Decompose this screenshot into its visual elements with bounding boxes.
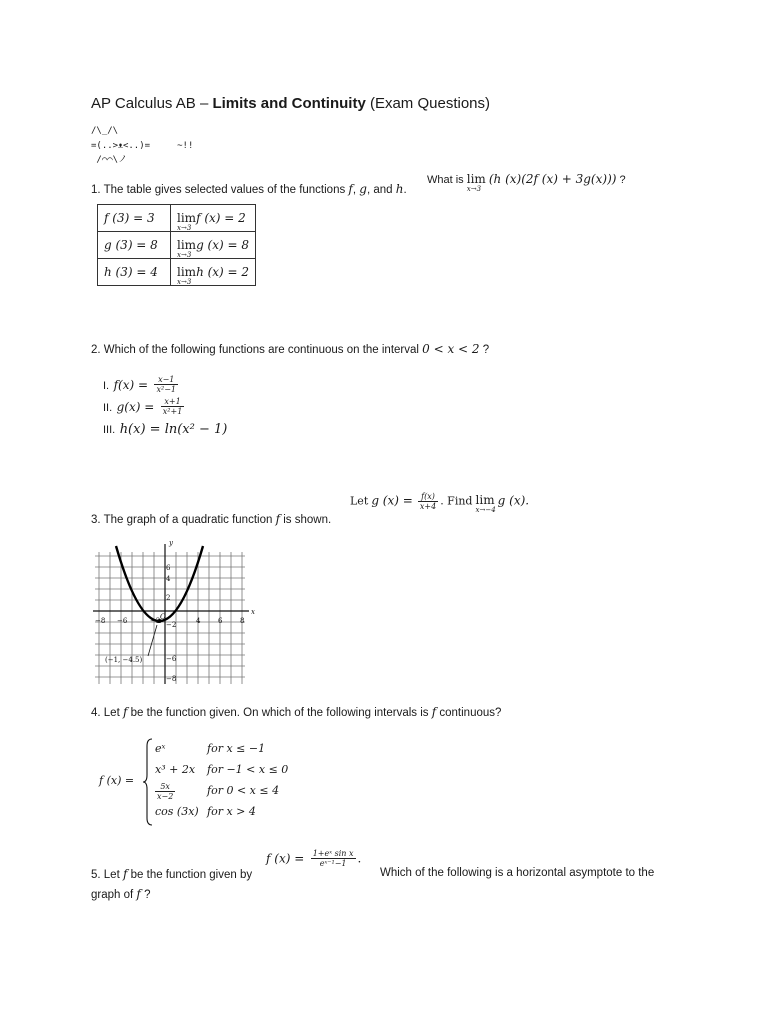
- vertex-label: (−1, −4.5): [105, 656, 143, 664]
- q1-text: 1. The table gives selected values of the functions f, g, and h.: [91, 182, 407, 196]
- q1-limit: lim x→3: [466, 172, 486, 193]
- q5-text-line-1: 5. Let f be the function given by: [91, 867, 253, 881]
- title-suffix: (Exam Questions): [365, 95, 491, 112]
- x-tick-label: −6: [117, 617, 128, 625]
- table-row: [98, 205, 256, 232]
- y-axis-label: y: [169, 539, 173, 547]
- x-axis-label: x: [251, 608, 255, 616]
- table-cell: g (3) = 8: [98, 232, 171, 259]
- q1-question: What is lim x→3 (h (x)(2f (x) + 3g(x))) ?: [427, 172, 626, 193]
- piecewise-lhs: f (x) =: [99, 774, 135, 787]
- q5-text-line-2: graph of f ?: [91, 887, 151, 901]
- y-tick-label: 2: [166, 594, 171, 602]
- table-cell: h (3) = 4: [98, 259, 171, 286]
- q3-text: 3. The graph of a quadratic function f is shown.: [91, 512, 332, 526]
- y-tick-label: 6: [166, 564, 171, 572]
- q3-quadratic-graph: [91, 536, 256, 686]
- title-bold: Limits and Continuity: [212, 95, 366, 112]
- q2-item-2: II. g(x) = $\frac{x+1}{\text{x²+1}}$: [103, 397, 183, 417]
- q1-values-table: [97, 204, 256, 286]
- piece-row: x³ + 2x for −1 < x ≤ 0: [155, 763, 289, 776]
- q5-text-tail: Which of the following is a horizontal asymptote to the: [380, 867, 655, 879]
- x-tick-label: 4: [196, 617, 201, 625]
- piecewise-brace: [143, 738, 153, 826]
- q4-piecewise: [95, 736, 315, 828]
- q2-text: 2. Which of the following functions are continuous on the interval 0 < x < 2 ?: [91, 342, 490, 356]
- kaomoji-line-1: /\_/\: [91, 126, 119, 136]
- y-tick-label: −2: [166, 621, 177, 629]
- title-prefix: AP Calculus AB –: [91, 95, 213, 112]
- piece-row: $\frac{5x}{x-2}$ for 0 < x ≤ 4: [157, 781, 280, 801]
- origin-label: O: [160, 613, 166, 621]
- q2-item-3: III. h(x) = ln(x² − 1): [103, 422, 228, 437]
- q4-text: 4. Let f be the function given. On which of the following intervals is f continuous?: [91, 705, 502, 719]
- page-title: [91, 95, 490, 112]
- q3-prompt: Let g (x) = $\frac{f(x)}{x+4}$ . Find lim x→−4 g (x).: [350, 492, 530, 515]
- q2-item-1: I. f(x) = $\frac{x-1}{\text{x²−1}}$: [103, 375, 176, 395]
- y-tick-label: −8: [166, 675, 177, 683]
- q5-formula: f (x) = $\frac{\text{1+eˣ sin x}}{\text{eˣ⁻¹−1}}$ .: [266, 849, 362, 868]
- y-tick-label: 4: [166, 575, 171, 583]
- x-tick-label: 6: [218, 617, 223, 625]
- table-cell: f (3) = 3: [98, 205, 171, 232]
- table-cell: lim x→3 h (x) = 2: [171, 259, 256, 286]
- vertex-leader: [148, 625, 157, 656]
- kaomoji-line-3: /⌒⌒\ノ: [91, 155, 128, 165]
- x-tick-label: −8: [95, 617, 106, 625]
- piece-row: eˣ for x ≤ −1: [155, 742, 266, 755]
- piece-row: cos (3x) for x > 4: [155, 805, 256, 818]
- table-row: [98, 259, 256, 286]
- x-tick-label: −2: [150, 617, 161, 625]
- y-tick-label: −6: [166, 655, 177, 663]
- table-row: [98, 232, 256, 259]
- parabola-curve: [116, 546, 203, 621]
- x-tick-label: 8: [240, 617, 245, 625]
- kaomoji-line-2: =(..>ᴥ<..)= ~!!: [91, 141, 194, 151]
- table-cell: lim x→3 f (x) = 2: [171, 205, 256, 232]
- table-cell: lim x→3 g (x) = 8: [171, 232, 256, 259]
- q2-functions: [103, 374, 243, 440]
